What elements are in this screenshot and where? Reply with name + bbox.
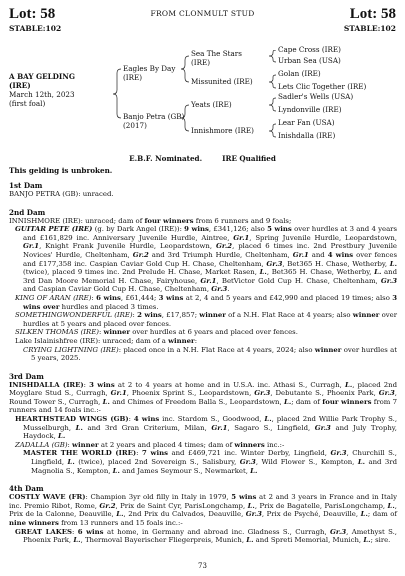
fourth-dam-heading: 4th Dam xyxy=(9,484,44,494)
ggp-8: Inishdalla (IRE) xyxy=(278,131,336,140)
progeny-zadalla: ZADALLA (GB): winner at 2 years and placed 4 times; dam of winners inc.:- xyxy=(15,440,285,449)
page-header xyxy=(9,6,396,40)
lot-number-left: Lot: 58 xyxy=(9,6,56,22)
progeny-master-the-world: MASTER THE WORLD (IRE): 7 wins and £469,721 inc. Winter Derby, Lingfield, Gr.3, Churchill S., Lingfield, L. (twice), placed 2nd Sovereign S., Salisbury, Gr.3, Wild Flower S., Kempton, L. and 3rd Magnolia S., Kempton, L. and James Seymour S., Newmarket, L. xyxy=(23,449,398,475)
progeny-hearthstead-wings: HEARTHSTEAD WINGS (GB): 4 wins inc. Stardom S., Goodwood, L., placed 2nd Willie Park Trophy S., Musselburgh, L. and 3rd Gran Criterium, Milan, Gr.1, Sagaro S., Lingfield, Gr.3 and July Trophy, Haydock, L. xyxy=(15,415,398,441)
dam-year: (2017) xyxy=(123,121,147,130)
consignor-name: FROM CLONMULT STUD xyxy=(150,9,255,18)
ggp-2: Urban Sea (USA) xyxy=(278,56,341,65)
horse-origin: (IRE) xyxy=(9,81,31,90)
progeny-king-of-aran: KING OF ARAN (IRE): 6 wins, £61,444; 3 wins at 2, 4 and 5 years and £42,990 and placed 19 times; also 3 wins over hurdles and placed 3 times. xyxy=(15,293,398,311)
sire-sire-name: Sea The Stars xyxy=(191,49,242,58)
foaling-date: March 12th, 2023 xyxy=(9,90,75,99)
sire-name: Eagles By Day xyxy=(123,64,176,73)
dam-name: Banjo Petra (GB) xyxy=(123,112,185,121)
stable-number-right: STABLE:102 xyxy=(343,24,396,33)
third-dam-text: INISHDALLA (IRE): 3 wins at 2 to 4 years at home and in U.S.A. inc. Athasi S., Curragh, L., placed 2nd Moyglare Stud S., Curragh, Gr.1, Phoenix Sprint S., Leopardstown, Gr.3, Debutante S., Phoenix Park, Gr.3, Round Tower S., Curragh, L. and Chimes of Freedom Balla S., Leopardstown, L.; dam of four winners from 7 runners and 14 foals inc.:- xyxy=(9,380,397,415)
dam-sire-name: Yeats (IRE) xyxy=(191,100,232,109)
progeny-crying-lightning: CRYING LIGHTNING (IRE): placed once in a N.H. Flat Race at 4 years, 2024; also winner over hurdles at 5 years, 2025. xyxy=(23,345,397,363)
ggp-3: Golan (IRE) xyxy=(278,69,321,78)
progeny-guitar-pete: GUITAR PETE (IRE) (g. by Dark Angel (IRE)): 9 wins, £341,126; also 5 wins over hurdles at 3 and 4 years and £161,829 inc. Anniversary Juvenile Hurdle, Aintree, Gr.1, Spring Juvenile Hurdle, Leopardstown, Gr.1, Knight Frank Juvenile Hurdle, Leopardstown, Gr.2, placed 6 times inc. 2nd Prestbury Juvenile Novices' Hurdle, Cheltenham, Gr.2 and 3rd Triumph Hurdle, Cheltenham, Gr.1 and 4 wins over fences and £177,358 inc. Caspian Caviar Gold Cup H. Chase, Cheltenham, Gr.3, Bet365 H. Chase, Wetherby, L. (twice), placed 9 times inc. 2nd Prelude H. Chase, Market Rasen, L., Bet365 H. Chase, Wetherby, L. and 3rd Dan Moore Memorial H. Chase, Fairyhouse, Gr.1, BetVictor Gold Cup H. Chase, Cheltenham, Gr.3 and Caspian Caviar Gold Cup H. Chase, Cheltenham, Gr.3. xyxy=(15,225,398,294)
second-dam-intro: INNISHMORE (IRE): unraced; dam of four winners from 6 runners and 9 foals; xyxy=(9,216,292,225)
foal-note: (first foal) xyxy=(9,99,46,108)
ggp-5: Sadler's Wells (USA) xyxy=(278,92,354,101)
sire-origin: (IRE) xyxy=(123,73,143,82)
ggp-1: Cape Cross (IRE) xyxy=(278,45,341,54)
horse-name: A BAY GELDING xyxy=(9,72,75,81)
first-dam-text: BANJO PETRA (GB): unraced. xyxy=(9,190,114,198)
pedigree-table xyxy=(9,45,399,145)
unbroken-note: This gelding is unbroken. xyxy=(9,166,113,175)
dam-dam-name: Innishmore (IRE) xyxy=(191,126,254,135)
sire-dam-name: Missunited (IRE) xyxy=(191,77,253,86)
progeny-somethingwonderful: SOMETHINGWONDERFUL (IRE): 2 wins, £17,857; winner of a N.H. Flat Race at 4 years; also winner over hurdles at 5 years and placed over fences. xyxy=(15,311,398,328)
second-dam-heading: 2nd Dam xyxy=(9,207,46,217)
progeny-lake-islainishfree: Lake Islainishfree (IRE): unraced; dam of a winner: xyxy=(15,336,198,345)
fourth-dam-text: COSTLY WAVE (FR): Champion 3yr old filly in Italy in 1979, 5 wins at 2 and 3 years in France and in Italy inc. Premio Ribot, Rome, Gr.2, Prix de Saint Cyr, ParisLongchamp, L., Prix de Bagatelle, ParisLongchamp, L., Prix de la Calonne, Deauville, L., 2nd Prix du Calvados, Deauville, Gr.3, Prix de Psyché, Deauville, L.; dam of nine winners from 13 runners and 15 foals inc.:- xyxy=(9,493,397,527)
nomination-line: E.B.F. Nominated. IRE Qualified xyxy=(129,154,276,163)
ggp-7: Lear Fan (USA) xyxy=(278,118,335,127)
catalogue-body xyxy=(9,181,397,545)
first-dam-heading: 1st Dam xyxy=(9,181,43,190)
page-number: 73 xyxy=(198,562,207,570)
lot-number-right: Lot: 58 xyxy=(349,6,396,22)
ggp-6: Lyndonville (IRE) xyxy=(278,105,342,114)
ggp-4: Lets Clic Together (IRE) xyxy=(278,82,367,91)
progeny-silken-thomas: SILKEN THOMAS (IRE): winner over hurdles at 6 years and placed over fences. xyxy=(15,328,298,337)
progeny-great-lakes: GREAT LAKES: 6 wins at home, in Germany and abroad inc. Gladness S., Curragh, Gr.3, Amethyst S., Phoenix Park, L., Thermoval Bayerischer Fliegerpreis, Munich, L. and Spreti Memorial, Munich, L.; sire. xyxy=(15,527,397,545)
third-dam-heading: 3rd Dam xyxy=(9,371,44,381)
sire-sire-origin: (IRE) xyxy=(191,58,211,67)
stable-number-left: STABLE:102 xyxy=(9,24,62,33)
